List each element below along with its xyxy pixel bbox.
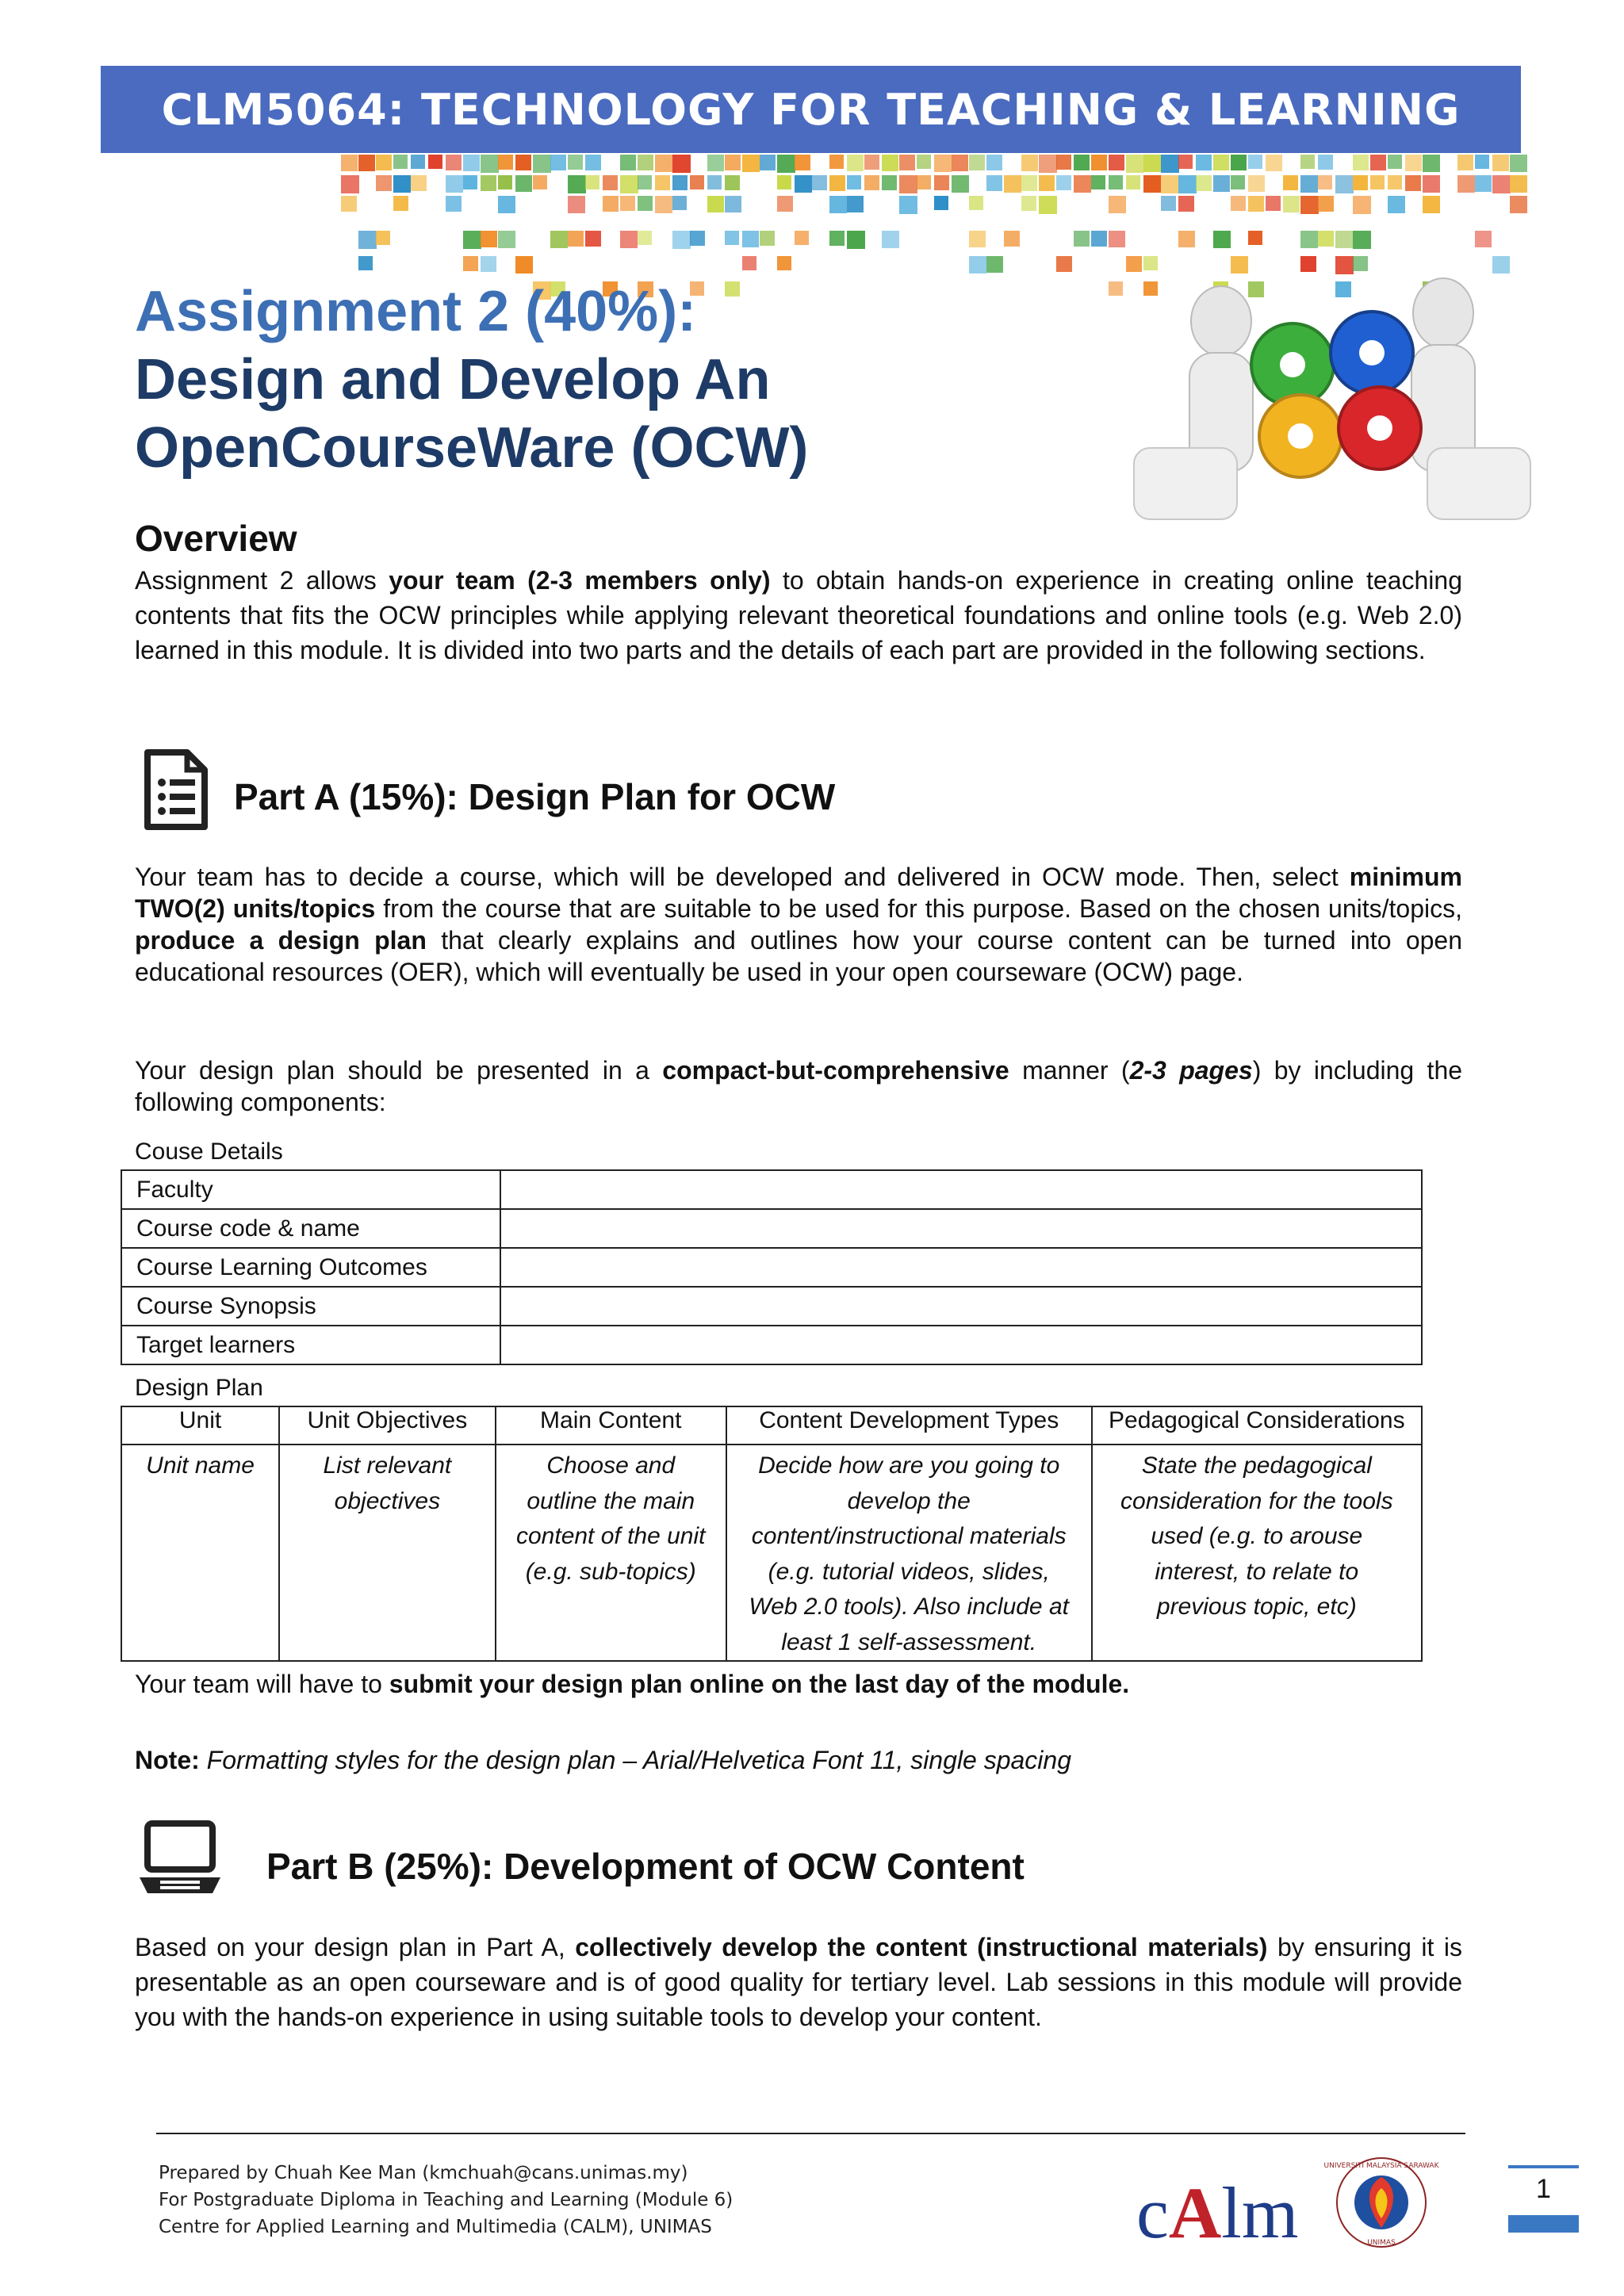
mosaic-tile xyxy=(707,175,722,189)
design-body-cell: State the pedagogical consideration for the tools used (e.g. to arouse interest, to relate to previous topic, etc) xyxy=(1092,1445,1422,1661)
mosaic-tile xyxy=(1126,155,1144,173)
mosaic-tile xyxy=(428,155,442,169)
text-bold: minimum TWO(2) units/topics xyxy=(135,863,1462,923)
mosaic-tile xyxy=(795,175,812,193)
mosaic-tile xyxy=(847,175,861,189)
laptop-icon xyxy=(136,1819,224,1898)
mosaic-tile xyxy=(829,155,844,169)
text: Your design plan should be presented in a xyxy=(135,1056,663,1085)
note-text: Formatting styles for the design plan – Arial/Helvetica Font 11, single spacing xyxy=(199,1746,1071,1774)
mosaic-tile xyxy=(760,155,776,170)
mosaic-tile xyxy=(1423,155,1440,172)
mosaic-tile xyxy=(777,196,793,212)
mosaic-tile xyxy=(1405,175,1421,191)
mosaic-tile xyxy=(1318,175,1332,189)
mosaic-tile xyxy=(1510,155,1527,172)
mosaic-tile xyxy=(1510,196,1527,213)
mosaic-tile xyxy=(1423,196,1440,213)
text-bold: collectively develop the content (instructional materials) xyxy=(575,1933,1268,1961)
course-details-value-cell[interactable] xyxy=(500,1209,1422,1248)
mosaic-tile xyxy=(725,155,741,170)
mosaic-tile xyxy=(707,155,724,171)
mosaic-tile xyxy=(1109,155,1124,170)
part-a-paragraph-1 xyxy=(135,861,1462,988)
mosaic-tile xyxy=(1143,155,1161,172)
mosaic-tile xyxy=(1475,155,1489,169)
mosaic-tile xyxy=(690,231,705,246)
text: that clearly explains and outlines how your course content can be turned into open educational resources (OER), which will eventually be used in your open courseware (OCW) page. xyxy=(135,926,1463,986)
mosaic-tile xyxy=(1178,155,1193,169)
text: Based on your design plan in Part A, xyxy=(135,1933,576,1961)
mosaic-tile xyxy=(1056,155,1071,170)
mosaic-tile xyxy=(1091,175,1105,189)
mosaic-tile xyxy=(376,175,392,191)
mosaic-tile xyxy=(829,175,845,191)
text: from the course that are suitable to be used for this purpose. Based on the chosen units/topics, xyxy=(375,894,1463,923)
mosaic-tile xyxy=(1266,155,1282,171)
mosaic-tile xyxy=(882,231,899,248)
overview-heading: Overview xyxy=(135,518,297,559)
mosaic-tile xyxy=(446,155,462,170)
mosaic-tile xyxy=(1492,155,1509,171)
mosaic-tile xyxy=(742,155,760,172)
mosaic-tile xyxy=(550,231,568,248)
mosaic-tile xyxy=(341,175,359,193)
text-bold-italic: 2-3 pages xyxy=(1129,1056,1253,1085)
footer-divider xyxy=(156,2133,1465,2134)
mosaic-tile xyxy=(411,155,425,169)
mosaic-tile xyxy=(1039,196,1057,214)
mosaic-tile xyxy=(393,175,411,193)
mosaic-tile xyxy=(568,231,584,247)
course-details-row xyxy=(121,1209,1422,1248)
note-label: Note: xyxy=(135,1746,200,1774)
mosaic-tile xyxy=(1318,196,1334,212)
mosaic-tile xyxy=(446,196,462,212)
mosaic-tile xyxy=(1091,155,1107,170)
mosaic-tile xyxy=(341,196,357,212)
logo-letter: c xyxy=(1136,2172,1169,2253)
logo-letters: lm xyxy=(1221,2172,1299,2253)
mosaic-tile xyxy=(620,155,636,170)
mosaic-tile xyxy=(1335,175,1354,193)
mosaic-tile xyxy=(463,256,478,271)
mosaic-tile xyxy=(847,155,864,171)
mosaic-tile xyxy=(934,155,952,172)
mosaic-tile xyxy=(1300,175,1318,193)
mosaic-tile xyxy=(969,155,985,170)
mosaic-tile xyxy=(463,155,480,171)
mosaic-tile xyxy=(585,175,599,189)
assignment-title: Assignment 2 (40%): xyxy=(135,280,697,343)
design-body-cell: List relevant objectives xyxy=(279,1445,496,1661)
mosaic-tile xyxy=(393,155,408,169)
design-plan-label: Design Plan xyxy=(135,1375,263,1401)
mosaic-tile xyxy=(1109,196,1126,213)
course-details-row xyxy=(121,1287,1422,1326)
course-details-label-cell: Faculty xyxy=(121,1170,500,1209)
mosaic-tile xyxy=(1283,175,1298,190)
overview-paragraph xyxy=(135,563,1462,668)
mosaic-tile xyxy=(1039,155,1057,173)
mosaic-tile xyxy=(620,175,638,193)
mosaic-tile xyxy=(864,155,879,170)
footer-line-3: Centre for Applied Learning and Multimedia (CALM), UNIMAS xyxy=(159,2217,712,2237)
mosaic-tile xyxy=(934,196,948,210)
mosaic-tile xyxy=(969,256,986,274)
mosaic-tile xyxy=(725,281,740,297)
mosaic-tile xyxy=(1056,175,1071,190)
mosaic-tile xyxy=(498,175,512,189)
text: to obtain hands-on experience in creating online teaching contents that fits the OCW principles while applying relevant theoretical foundations and online tools (e.g. Web 2.0) learned in this module. It is divided into two parts and the details of each part are provided in the following sections. xyxy=(135,566,1463,664)
mosaic-tile xyxy=(1074,155,1090,170)
assignment-subtitle: Design and Develop An OpenCourseWare (OCW) xyxy=(135,348,809,480)
design-header-cell: Unit xyxy=(121,1406,279,1445)
mosaic-tile xyxy=(1056,256,1072,272)
mosaic-tile xyxy=(760,231,775,246)
mosaic-tile xyxy=(1126,175,1140,189)
mosaic-tile xyxy=(707,196,724,212)
mosaic-tile xyxy=(882,175,897,190)
mosaic-tile xyxy=(847,196,864,212)
design-body-cell: Unit name xyxy=(121,1445,279,1661)
mosaic-tile xyxy=(1266,196,1281,211)
mosaic-tile xyxy=(1388,155,1402,169)
footer-line-1: Prepared by Chuah Kee Man (kmchuah@cans.unimas.my) xyxy=(159,2163,688,2183)
part-a-paragraph-2 xyxy=(135,1054,1462,1118)
mosaic-tile xyxy=(1004,231,1020,247)
mosaic-tile xyxy=(603,196,619,212)
mosaic-tile xyxy=(917,175,931,189)
mosaic-tile xyxy=(1370,155,1386,170)
unimas-seal-logo xyxy=(1323,2155,1439,2250)
mosaic-tile xyxy=(1143,175,1161,193)
mosaic-tile xyxy=(515,155,531,170)
mosaic-tile xyxy=(498,231,515,248)
text-bold: produce a design plan xyxy=(135,926,427,955)
mosaic-tile xyxy=(795,155,810,170)
course-banner xyxy=(101,66,1521,153)
mosaic-tile xyxy=(1004,175,1021,193)
mosaic-tile xyxy=(1109,175,1123,189)
design-header-cell: Unit Objectives xyxy=(279,1406,496,1445)
formatting-note xyxy=(135,1743,1462,1777)
mosaic-tile xyxy=(1074,175,1091,193)
text: ) by including the following components: xyxy=(135,1056,1463,1116)
mosaic-tile xyxy=(585,231,601,247)
mosaic-tile xyxy=(620,231,638,248)
course-details-label-cell: Course Synopsis xyxy=(121,1287,500,1326)
mosaic-tile xyxy=(1457,155,1473,170)
mosaic-tile xyxy=(1405,155,1422,171)
page-number: 1 xyxy=(1536,2174,1551,2204)
text-bold: submit your design plan online on the last day of the module. xyxy=(389,1670,1130,1698)
course-details-table xyxy=(121,1169,1423,1365)
mosaic-tile xyxy=(481,256,496,272)
mosaic-tile xyxy=(498,155,513,170)
mosaic-tile xyxy=(481,175,496,191)
part-a-title: Part A (15%): Design Plan for OCW xyxy=(234,776,836,817)
mosaic-tile xyxy=(1492,175,1511,193)
course-details-row xyxy=(121,1248,1422,1287)
mosaic-tile xyxy=(690,175,704,189)
mosaic-tile xyxy=(986,175,1002,191)
footer-credits xyxy=(159,2160,733,2241)
mosaic-tile xyxy=(638,175,652,189)
text: Your team has to decide a course, which will be developed and delivered in OCW mode. Then, select xyxy=(135,863,1350,891)
mosaic-tile xyxy=(1021,155,1038,171)
course-details-value-cell[interactable] xyxy=(500,1170,1422,1209)
mosaic-tile xyxy=(1196,175,1212,191)
course-details-label-cell: Target learners xyxy=(121,1326,500,1364)
calm-logo xyxy=(1136,2171,1298,2255)
course-details-label: Couse Details xyxy=(135,1138,283,1165)
course-details-row xyxy=(121,1170,1422,1209)
mosaic-tile xyxy=(1178,175,1197,193)
mosaic-tile xyxy=(1248,175,1265,192)
teamwork-gears-illustration xyxy=(1110,226,1554,527)
mosaic-tile xyxy=(1388,196,1405,213)
mosaic-tile xyxy=(1021,196,1036,211)
mosaic-tile xyxy=(515,256,533,274)
design-body-cell: Choose and outline the main content of the unit (e.g. sub-topics) xyxy=(496,1445,726,1661)
mosaic-tile xyxy=(1248,196,1264,212)
mosaic-tile xyxy=(1161,175,1179,193)
mosaic-tile xyxy=(376,155,392,170)
mosaic-tile xyxy=(1248,155,1262,169)
mosaic-tile xyxy=(672,155,691,173)
course-details-row xyxy=(121,1326,1422,1364)
mosaic-tile xyxy=(638,155,653,170)
mosaic-tile xyxy=(952,175,969,193)
mosaic-tile xyxy=(498,196,515,213)
mosaic-tile xyxy=(1231,196,1246,211)
mosaic-tile xyxy=(481,155,499,173)
mosaic-tile xyxy=(1353,175,1368,190)
mosaic-tile xyxy=(655,155,672,172)
mosaic-tile xyxy=(1231,175,1245,189)
design-header-cell: Content Development Types xyxy=(726,1406,1092,1445)
mosaic-tile xyxy=(672,175,688,190)
mosaic-tile xyxy=(655,196,672,213)
mosaic-tile xyxy=(411,175,427,191)
mosaic-tile xyxy=(1231,155,1247,170)
mosaic-tile xyxy=(568,196,585,213)
mosaic-tile xyxy=(829,231,845,246)
mosaic-tile xyxy=(1021,175,1037,191)
mosaic-tile xyxy=(986,155,1002,170)
mosaic-tile xyxy=(533,175,547,189)
submission-note xyxy=(135,1667,1462,1701)
mosaic-tile xyxy=(638,231,652,245)
mosaic-tile xyxy=(603,175,618,190)
mosaic-tile xyxy=(376,231,390,245)
mosaic-tile xyxy=(1074,231,1090,247)
mosaic-tile xyxy=(1161,155,1179,173)
mosaic-tile xyxy=(1370,175,1385,189)
mosaic-tile xyxy=(638,196,653,211)
mosaic-tile xyxy=(358,155,375,171)
mosaic-tile xyxy=(1457,175,1475,193)
text: manner ( xyxy=(1009,1056,1130,1085)
design-body-cell: Decide how are you going to develop the content/instructional materials (e.g. tutorial videos, slides, Web 2.0 tools). Also include at least 1 self-assessment. xyxy=(726,1445,1092,1661)
banner-title: CLM5064: TECHNOLOGY FOR TEACHING & LEARNING xyxy=(161,84,1461,135)
part-b-paragraph xyxy=(135,1930,1462,2034)
mosaic-tile xyxy=(393,196,408,211)
mosaic-tile xyxy=(795,231,809,245)
mosaic-tile xyxy=(969,196,983,210)
mosaic-tile xyxy=(1388,175,1402,189)
mosaic-tile xyxy=(917,155,931,169)
mosaic-tile xyxy=(1475,175,1492,192)
text: Assignment 2 allows xyxy=(135,566,389,595)
mosaic-tile xyxy=(463,175,477,189)
mosaic-tile xyxy=(986,256,1003,273)
mosaic-tile xyxy=(1283,196,1300,212)
mosaic-tile xyxy=(934,175,949,190)
mosaic-tile xyxy=(341,155,358,171)
mosaic-tile xyxy=(358,231,377,249)
mosaic-tile xyxy=(1178,196,1194,212)
mosaic-tile xyxy=(1196,155,1212,170)
seal-text-bottom: UNIMAS xyxy=(1367,2239,1396,2247)
mosaic-tile xyxy=(864,175,879,190)
mosaic-tile xyxy=(446,175,463,193)
part-b-title: Part B (25%): Development of OCW Content xyxy=(266,1846,1025,1887)
mosaic-tile xyxy=(1510,175,1527,193)
mosaic-tile xyxy=(899,196,917,214)
mosaic-tile xyxy=(1213,175,1230,192)
mosaic-tile xyxy=(882,155,898,171)
mosaic-tile xyxy=(969,231,986,247)
mosaic-tile xyxy=(952,155,968,171)
mosaic-tile xyxy=(1300,196,1319,214)
mosaic-tile xyxy=(672,231,691,249)
mosaic-tile xyxy=(672,196,687,210)
mosaic-tile xyxy=(742,231,759,247)
design-header-cell: Pedagogical Considerations xyxy=(1092,1406,1422,1445)
mosaic-tile xyxy=(777,155,795,173)
mosaic-tile xyxy=(1213,155,1229,170)
text: Your team will have to xyxy=(135,1670,389,1698)
document-list-icon xyxy=(141,748,209,833)
mosaic-tile xyxy=(585,155,601,170)
course-details-label-cell: Course code & name xyxy=(121,1209,500,1248)
text: by ensuring it is presentable as an open courseware and is of good quality for tertiary level. Lab sessions in this module will provide you with the hands-on experience in using suitable tools to develop your content. xyxy=(135,1933,1463,2031)
mosaic-tile xyxy=(777,175,791,189)
page-number-bar-top xyxy=(1508,2165,1579,2168)
mosaic-tile xyxy=(1161,196,1176,211)
mosaic-tile xyxy=(725,231,739,245)
mosaic-tile xyxy=(812,175,827,190)
design-header-cell: Main Content xyxy=(496,1406,726,1445)
text-bold: your team (2-3 members only) xyxy=(389,566,771,595)
course-details-label-cell: Course Learning Outcomes xyxy=(121,1248,500,1287)
mosaic-tile xyxy=(620,196,635,211)
mosaic-tile xyxy=(829,196,847,213)
mosaic-tile xyxy=(568,175,586,193)
mosaic-tile xyxy=(1318,155,1333,170)
mosaic-tile xyxy=(847,231,865,249)
mosaic-tile xyxy=(463,231,481,249)
mosaic-tile xyxy=(655,175,670,190)
mosaic-tile xyxy=(725,196,741,212)
mosaic-tile xyxy=(481,231,497,247)
mosaic-tile xyxy=(725,175,740,190)
mosaic-tile xyxy=(533,155,551,173)
mosaic-tile xyxy=(1039,175,1055,191)
logo-letter: A xyxy=(1168,2172,1222,2253)
mosaic-tile xyxy=(550,155,566,170)
mosaic-tile xyxy=(1423,175,1440,193)
course-details-value-cell[interactable] xyxy=(500,1248,1422,1287)
mosaic-tile xyxy=(899,175,917,193)
course-details-value-cell[interactable] xyxy=(500,1287,1422,1326)
seal-text-top: UNIVERSITI MALAYSIA SARAWAK xyxy=(1323,2162,1439,2170)
mosaic-tile xyxy=(1353,196,1371,214)
page-number-bar-bottom xyxy=(1508,2215,1579,2233)
mosaic-tile xyxy=(899,155,915,170)
mosaic-tile xyxy=(1353,155,1369,170)
course-details-value-cell[interactable] xyxy=(500,1326,1422,1364)
mosaic-tile xyxy=(1091,231,1107,247)
text-bold: compact-but-comprehensive xyxy=(662,1056,1009,1085)
mosaic-tile xyxy=(568,155,583,170)
design-plan-table xyxy=(121,1406,1423,1662)
mosaic-tile xyxy=(1300,155,1315,169)
mosaic-tile xyxy=(358,256,373,270)
mosaic-tile xyxy=(515,175,532,192)
mosaic-tile xyxy=(742,256,756,270)
mosaic-tile xyxy=(777,256,791,270)
footer-line-2: For Postgraduate Diploma in Teaching and Learning (Module 6) xyxy=(159,2190,733,2210)
